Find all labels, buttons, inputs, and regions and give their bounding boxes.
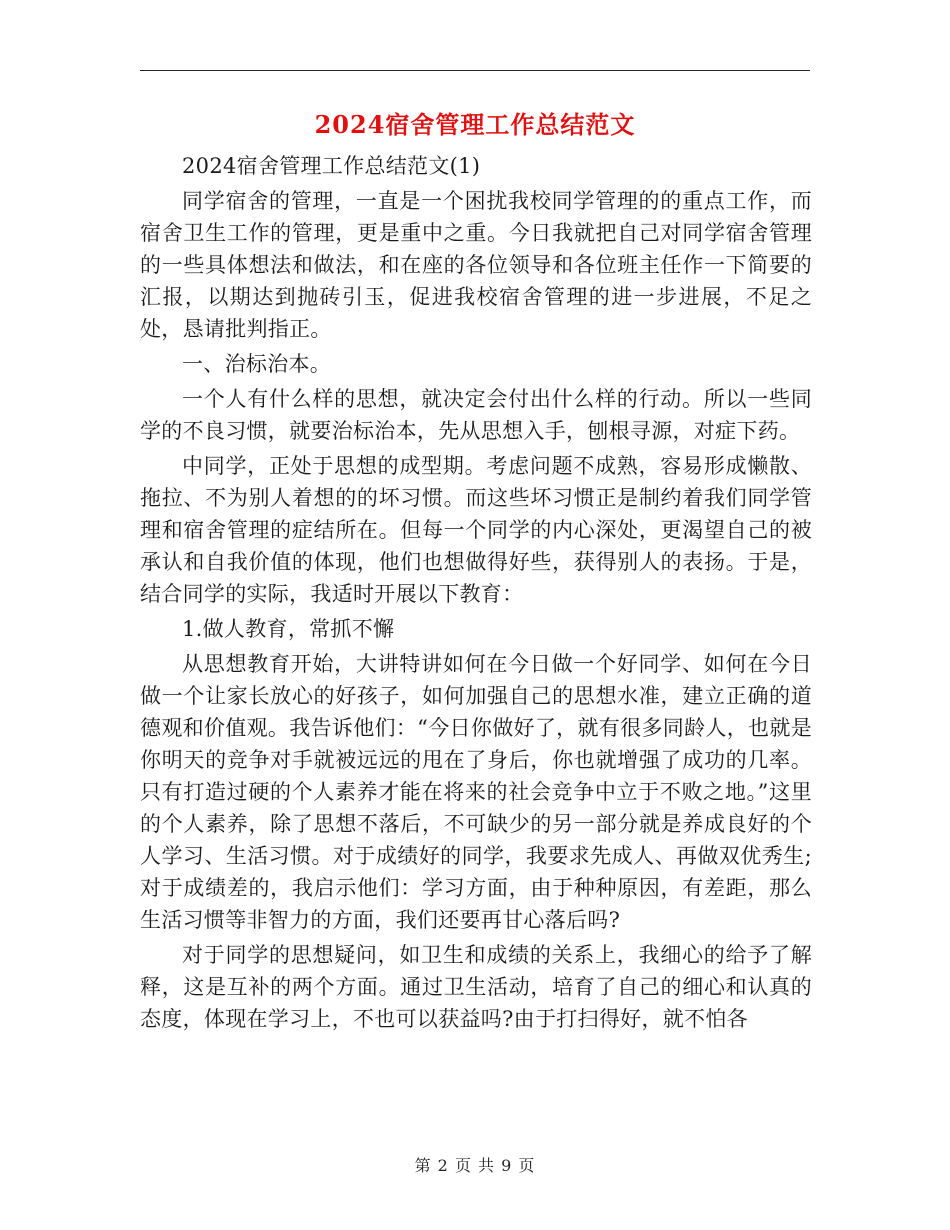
header-rule <box>140 70 810 71</box>
body-paragraph: 中同学，正处于思想的成型期。考虑问题不成熟，容易形成懒散、拖拉、不为别人着想的的坏习惯。而这些坏习惯正是制约着我们同学管理和宿舍管理的症结所在。但每一个同学的内心深处，更渴望自己的被承认和自我价值的体现，他们也想做得好些，获得别人的表扬。于是，结合同学的实际，我适时开展以下教育： <box>140 454 812 606</box>
body-paragraph: 从思想教育开始，大讲特讲如何在今日做一个好同学、如何在今日做一个让家长放心的好孩子，如何加强自己的思想水准，建立正确的道德观和价值观。我告诉他们：“今日你做好了，就有很多同龄人，也就是你明天的竞争对手就被远远的甩在了身后，你也就增强了成功的几率。只有打造过硬的个人素养才能在将来的社会竞争中立于不败之地。”这里的个人素养，除了思想不落后，不可缺少的另一部分就是养成良好的个人学习、生活习惯。对于成绩好的同学，我要求先成人、再做双优秀生;对于成绩差的，我启示他们：学习方面，由于种种原因，有差距，那么生活习惯等非智力的方面，我们还要再甘心落后吗? <box>140 652 812 932</box>
document-title: 2024宿舍管理工作总结范文 <box>314 110 636 139</box>
document-body <box>140 150 812 1038</box>
subtitle-paragraph: 2024宿舍管理工作总结范文(1) <box>182 154 481 178</box>
body-paragraph: 同学宿舍的管理，一直是一个困扰我校同学管理的的重点工作，而宿舍卫生工作的管理，更是重中之重。今日我就把自己对同学宿舍管理的一些具体想法和做法，和在座的各位领导和各位班主任作一下简要的汇报，以期达到抛砖引玉，促进我校宿舍管理的进一步进展，不足之处，恳请批判指正。 <box>140 189 812 341</box>
page-footer: 第 2 页 共 9 页 <box>414 1156 536 1175</box>
body-paragraph: 一个人有什么样的思想，就决定会付出什么样的行动。所以一些同学的不良习惯，就要治标治本，先从思想入手，刨根寻源，对症下药。 <box>140 387 812 443</box>
section-heading: 一、治标治本。 <box>182 352 332 376</box>
body-paragraph: 对于同学的思想疑问，如卫生和成绩的关系上，我细心的给予了解释，这是互补的两个方面。通过卫生活动，培育了自己的细心和认真的态度，体现在学习上，不也可以获益吗?由于打扫得好，就不怕各 <box>140 943 812 1031</box>
subsection-heading: 1.做人教育，常抓不懈 <box>182 617 395 641</box>
